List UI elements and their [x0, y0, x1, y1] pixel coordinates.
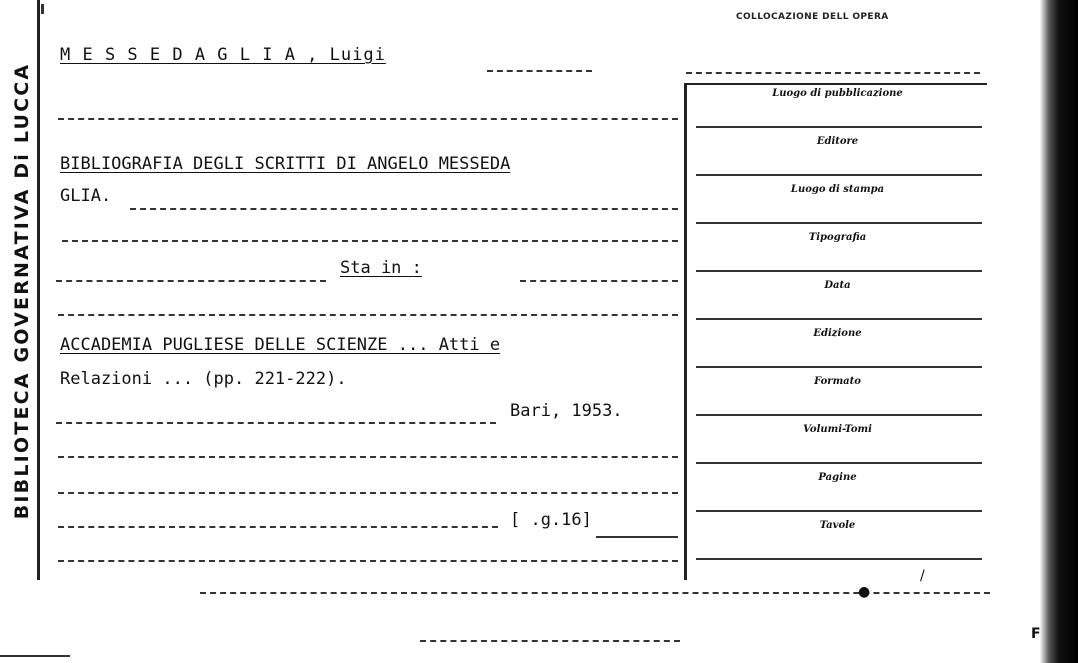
- place-year: Bari, 1953.: [510, 401, 623, 421]
- bottom-rule-2: [420, 640, 680, 642]
- collocation-field-label: Data: [824, 280, 851, 291]
- collocation-header: COLLOCAZIONE DELL OPERA: [736, 12, 889, 22]
- collocation-field-label: Luogo di pubblicazione: [772, 88, 903, 99]
- collocation-field-line: [696, 126, 982, 128]
- title-line-2: GLIA.: [60, 186, 112, 206]
- collocation-field-line: [696, 414, 982, 416]
- blank-rule-5: [58, 492, 678, 494]
- source-line-2: Relazioni ... (pp. 221-222).: [60, 369, 347, 389]
- blank-rule-1: [58, 118, 678, 120]
- collocation-field-label: Tavole: [819, 520, 856, 531]
- card-edge-shadow: [1030, 0, 1078, 663]
- in-label: Sta in :: [340, 258, 422, 278]
- collocation-field-line: [696, 462, 982, 464]
- left-margin-line: [37, 0, 40, 580]
- in-rule-left: [56, 280, 326, 282]
- corner-mark: F: [1031, 626, 1041, 642]
- source-line-1: ACCADEMIA PUGLIESE DELLE SCIENZE ... Atti e: [60, 335, 501, 355]
- collocation-field-line: [696, 222, 982, 224]
- title-rule: [130, 208, 678, 210]
- collocation-field-line: [696, 558, 982, 560]
- place-rule: [56, 422, 496, 424]
- shelfmark-underline: [596, 536, 678, 538]
- in-rule-right: [520, 280, 678, 282]
- collocation-field-label: Editore: [816, 136, 859, 147]
- collocation-field-line: [696, 366, 982, 368]
- blank-rule-3: [58, 314, 678, 316]
- collocation-field-line: [696, 318, 982, 320]
- collocation-field-line: [696, 270, 982, 272]
- blank-rule-6: [58, 560, 678, 562]
- collocation-field-label: Formato: [814, 376, 861, 387]
- blank-rule-2: [62, 240, 678, 242]
- shelfmark-rule: [58, 526, 498, 528]
- author-heading: M E S S E D A G L I A , Luigi: [60, 45, 386, 65]
- collocation-field-label: Tipografia: [808, 232, 867, 243]
- bottom-left-line: [0, 655, 70, 657]
- collocation-field-line: [696, 510, 982, 512]
- library-name-vertical: BIBLIOTECA GOVERNATIVA Di LUCCA: [11, 62, 33, 520]
- margin-tick: [41, 4, 44, 14]
- collocation-field-label: Edizione: [813, 328, 862, 339]
- pen-dot: ●: [858, 584, 871, 600]
- box-top-rule: [686, 72, 980, 74]
- shelfmark: [ .g.16]: [510, 510, 592, 530]
- collocation-field-line: [696, 174, 982, 176]
- author-rule: [487, 70, 592, 72]
- collocation-field-label: Volumi-Tomi: [803, 424, 872, 435]
- title-line-1: BIBLIOGRAFIA DEGLI SCRITTI DI ANGELO MESSEDA: [60, 154, 511, 174]
- blank-rule-4: [58, 456, 678, 458]
- pen-mark: /: [920, 568, 925, 584]
- collocation-field-label: Pagine: [818, 472, 857, 483]
- bottom-rule: [200, 592, 990, 594]
- collocation-field-label: Luogo di stampa: [790, 184, 885, 195]
